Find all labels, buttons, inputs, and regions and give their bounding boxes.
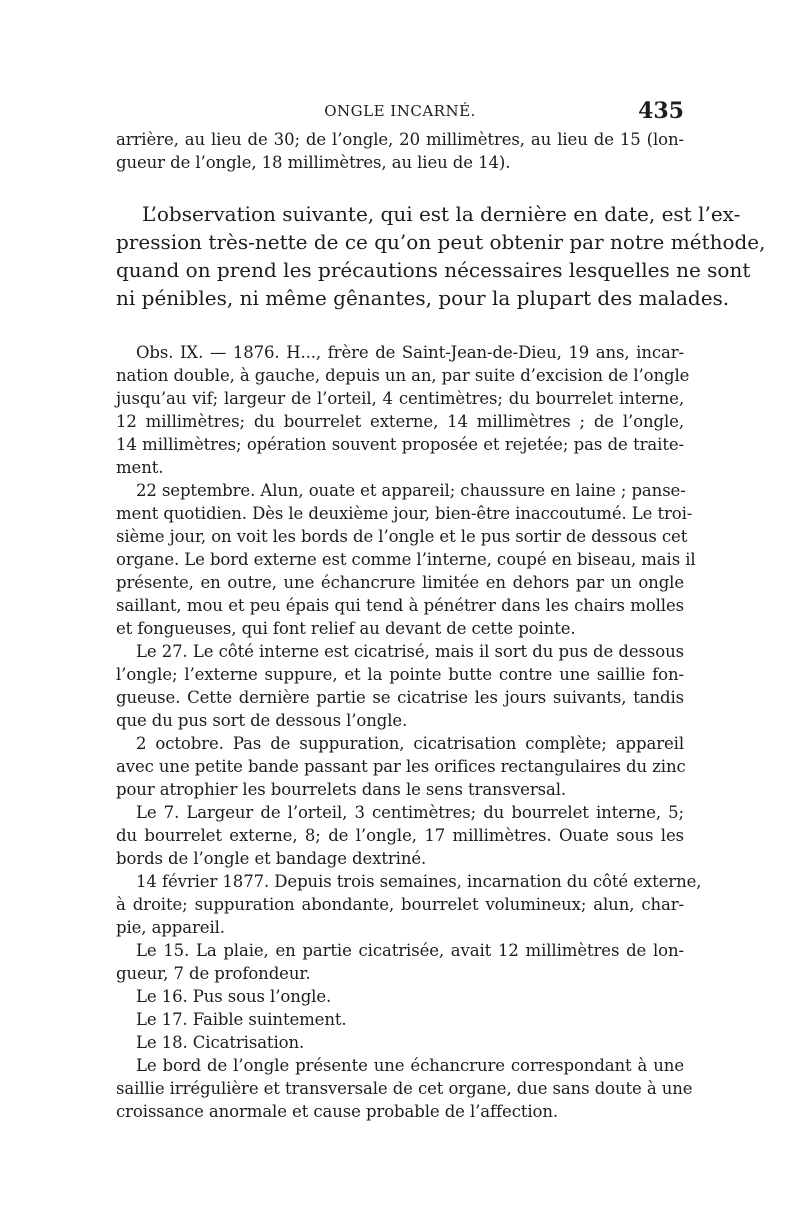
text-line: 2 octobre. Pas de suppuration, cicatrisation complète; appareil <box>136 734 684 753</box>
text-line: Le 16. Pus sous l’ongle. <box>136 987 332 1006</box>
text-line: du bourrelet externe, 8; de l’ongle, 17 millimètres. Ouate sous les <box>116 826 684 845</box>
text-line: 12 millimètres; du bourrelet externe, 14 millimètres ; de l’ongle, <box>116 412 684 431</box>
text-line: sième jour, on voit les bords de l’ongle et le pus sortir de dessous cet <box>116 527 688 546</box>
text-line: 14 février 1877. Depuis trois semaines, incarnation du côté externe, <box>136 872 702 891</box>
text-line: Le 27. Le côté interne est cicatrisé, mais il sort du pus de dessous <box>136 642 684 661</box>
text-line: Le 7. Largeur de l’orteil, 3 centimètres; du bourrelet interne, 5; <box>136 803 684 822</box>
text-line: arrière, au lieu de 30; de l’ongle, 20 millimètres, au lieu de 15 (lon- <box>116 130 684 149</box>
page-number: 435 <box>638 98 684 124</box>
text-line: présente, en outre, une échancrure limitée en dehors par un ongle <box>116 573 684 592</box>
text-line: bords de l’ongle et bandage dextriné. <box>116 849 427 868</box>
text-line: à droite; suppuration abondante, bourrelet volumineux; alun, char- <box>116 895 684 914</box>
text-line: nation double, à gauche, depuis un an, par suite d’excision de l’ongle <box>116 366 690 385</box>
text-line: 22 septembre. Alun, ouate et appareil; chaussure en laine ; panse- <box>136 481 686 500</box>
text-line: ment quotidien. Dès le deuxième jour, bien-être inaccoutumé. Le troi- <box>116 504 693 523</box>
text-line: organe. Le bord externe est comme l’interne, coupé en biseau, mais il <box>116 550 696 569</box>
running-title: ONGLE INCARNÉ. <box>324 102 476 120</box>
text-line: pour atrophier les bourrelets dans le sens transversal. <box>116 780 567 799</box>
text-line: pression très-nette de ce qu’on peut obtenir par notre méthode, <box>116 230 766 254</box>
text-line: saillant, mou et peu épais qui tend à pénétrer dans les chairs molles <box>116 596 684 615</box>
text-line: avec une petite bande passant par les orifices rectangulaires du zinc <box>116 757 686 776</box>
text-line: Le 18. Cicatrisation. <box>136 1033 305 1052</box>
text-line: pie, appareil. <box>116 918 225 937</box>
text-line: et fongueuses, qui font relief au devant de cette pointe. <box>116 619 576 638</box>
observation-heading-line: Obs. IX. — 1876. H..., frère de Saint-Jean-de-Dieu, 19 ans, incar- <box>136 343 684 362</box>
text-line: Le bord de l’ongle présente une échancrure correspondant à une <box>136 1056 684 1075</box>
text-line: ni pénibles, ni même gênantes, pour la plupart des malades. <box>116 286 730 310</box>
text-line: saillie irrégulière et transversale de cet organe, due sans doute à une <box>116 1079 693 1098</box>
text-line: 14 millimètres; opération souvent proposée et rejetée; pas de traite- <box>116 435 684 454</box>
running-head <box>116 100 684 124</box>
text-line: L’observation suivante, qui est la dernière en date, est l’ex- <box>142 202 741 226</box>
text-line: gueuse. Cette dernière partie se cicatrise les jours suivants, tandis <box>116 688 684 707</box>
text-line: Le 15. La plaie, en partie cicatrisée, avait 12 millimètres de lon- <box>136 941 684 960</box>
text-line: l’ongle; l’externe suppure, et la pointe butte contre une saillie fon- <box>116 665 684 684</box>
text-line: gueur, 7 de profondeur. <box>116 964 311 983</box>
text-line: que du pus sort de dessous l’ongle. <box>116 711 408 730</box>
text-line: gueur de l’ongle, 18 millimètres, au lieu de 14). <box>116 153 511 172</box>
text-line: croissance anormale et cause probable de l’affection. <box>116 1102 559 1121</box>
text-line: ment. <box>116 458 164 477</box>
text-line: quand on prend les précautions nécessaires lesquelles ne sont <box>116 258 751 282</box>
text-line: jusqu’au vif; largeur de l’orteil, 4 centimètres; du bourrelet interne, <box>116 389 684 408</box>
text-line: Le 17. Faible suintement. <box>136 1010 347 1029</box>
